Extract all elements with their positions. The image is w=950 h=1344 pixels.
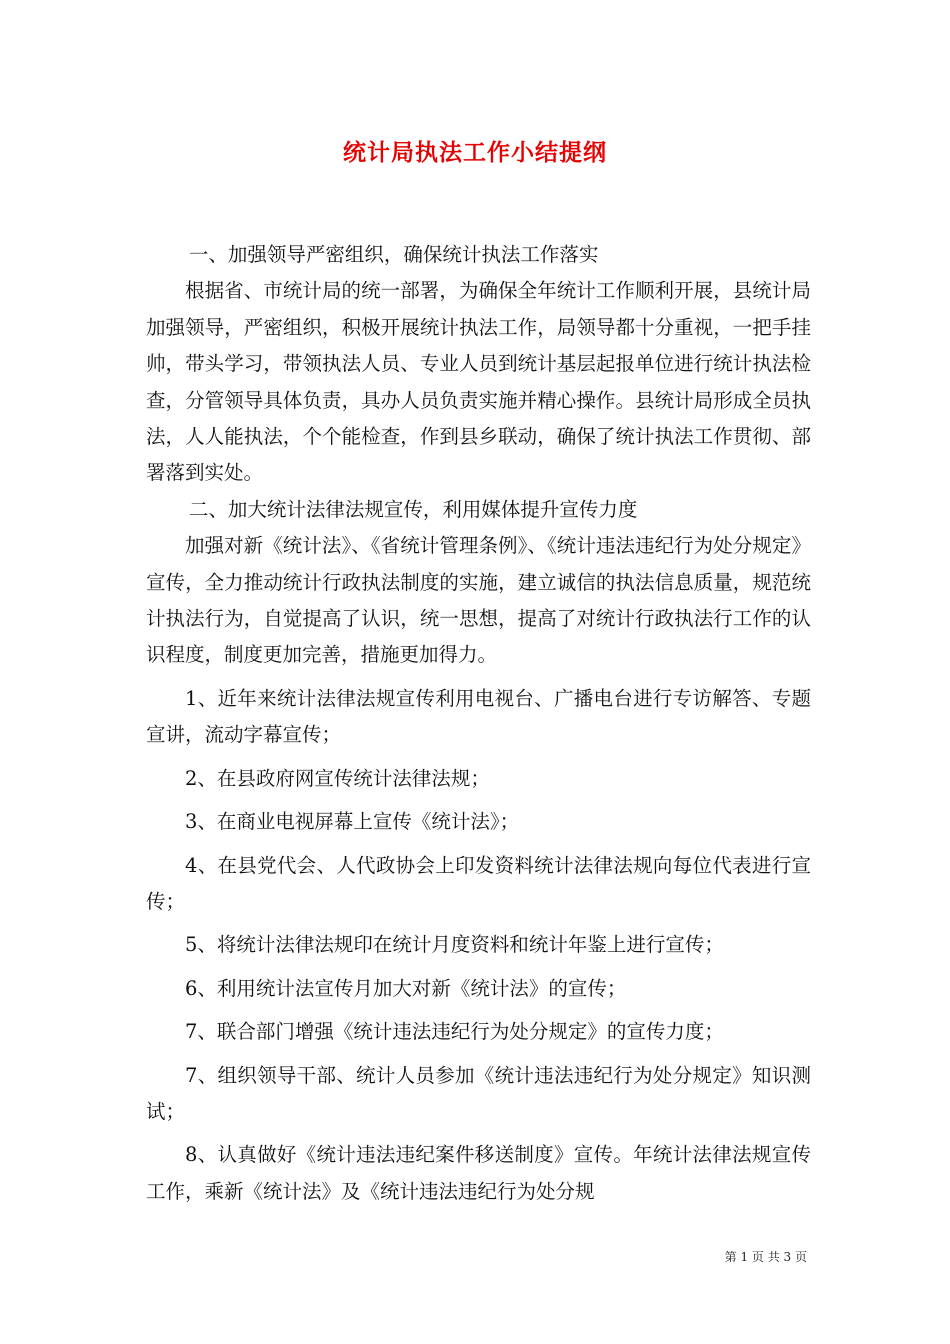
list-item: 6、利用统计法宣传月加大对新《统计法》的宣传； xyxy=(185,976,627,1000)
document-body xyxy=(146,237,811,1210)
section-heading-2: 二、加大统计法律法规宣传，利用媒体提升宣传力度 xyxy=(188,497,638,521)
list-item: 1、近年来统计法律法规宣传利用电视台、广播电台进行专访解答、专题宣讲，流动字幕宣传； xyxy=(146,686,811,747)
list-item: 7、组织领导干部、统计人员参加《统计违法违纪行为处分规定》知识测试； xyxy=(146,1063,811,1123)
page-number: 第 1 页 共 3 页 xyxy=(724,1250,807,1264)
paragraph: 加强对新《统计法》、《省统计管理条例》、《统计违法违纪行为处分规定》宣传，全力推动统计行政执法制度的实施，建立诚信的执法信息质量，规范统计执法行为，自觉提高了认识，统一思想，提高了对统计行政执法行工作的认识程度，制度更加完善，措施更加得力。 xyxy=(146,534,811,667)
list-item: 3、在商业电视屏幕上宣传《统计法》； xyxy=(185,810,520,834)
document-title: 统计局执法工作小结提纲 xyxy=(343,139,607,166)
list-item: 2、在县政府网宣传统计法律法规； xyxy=(185,766,490,790)
paragraph: 根据省、市统计局的统一部署，为确保全年统计工作顺利开展，县统计局加强领导，严密组织，积极开展统计执法工作，局领导都十分重视，一把手挂帅，带头学习，带领执法人员、专业人员到统计基层起报单位进行统计执法检查，分管领导具体负责，具办人员负责实施并精心操作。县统计局形成全员执法，人人能执法，个个能检查，作到县乡联动，确保了统计执法工作贯彻、部署落到实处。 xyxy=(146,279,811,485)
section-heading-1: 一、加强领导严密组织，确保统计执法工作落实 xyxy=(188,243,599,266)
list-item: 8、认真做好《统计违法违纪案件移送制度》宣传。年统计法律法规宣传工作，乘新《统计法》及《统计违法违纪行为处分规 xyxy=(146,1143,811,1203)
list-item: 7、联合部门增强《统计违法违纪行为处分规定》的宣传力度； xyxy=(185,1020,724,1044)
list-item: 4、在县党代会、人代政协会上印发资料统计法律法规向每位代表进行宣传； xyxy=(146,853,811,913)
list-item: 5、将统计法律法规印在统计月度资料和统计年鉴上进行宣传； xyxy=(185,933,724,957)
